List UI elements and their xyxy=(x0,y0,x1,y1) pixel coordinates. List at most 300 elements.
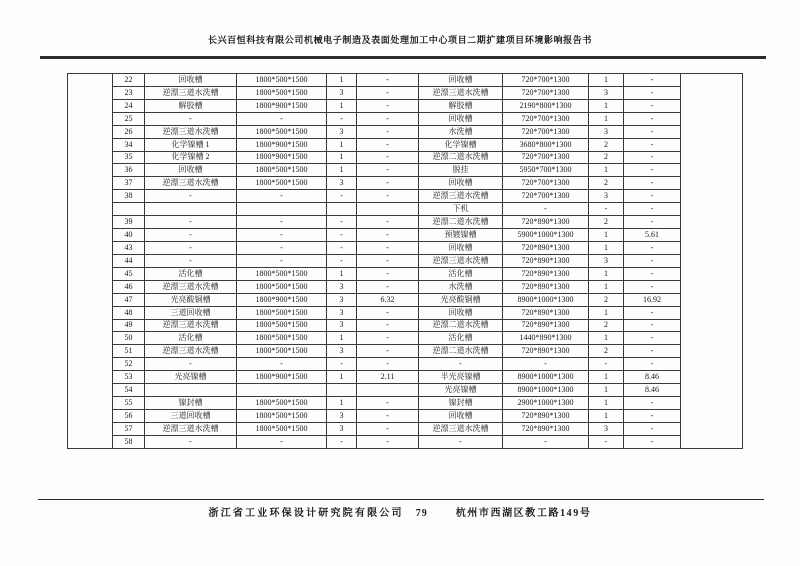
table-cell-qty: - xyxy=(327,241,357,254)
table-cell-dims2: 5900*1000*1300 xyxy=(503,229,589,242)
table-cell-num: 58 xyxy=(113,435,145,448)
table-row xyxy=(68,293,743,306)
equipment-table-body xyxy=(68,74,743,449)
table-cell-val: - xyxy=(357,151,419,164)
table-cell-name: - xyxy=(145,435,237,448)
table-cell-qty: - xyxy=(327,112,357,125)
table-row xyxy=(68,384,743,397)
table-cell-name: - xyxy=(145,190,237,203)
table-cell-dims: 1800*500*1500 xyxy=(237,397,327,410)
table-cell-dims: 1800*900*1500 xyxy=(237,293,327,306)
table-cell-val2: - xyxy=(624,138,681,151)
table-cell-dims2: 720*700*1300 xyxy=(503,151,589,164)
table-cell-qty2: - xyxy=(589,203,624,216)
table-cell-val: - xyxy=(357,241,419,254)
table-cell-name2: 水洗槽 xyxy=(419,280,503,293)
table-cell-dims: 1800*900*1500 xyxy=(237,371,327,384)
table-cell-val2: - xyxy=(624,203,681,216)
table-cell-dims: 1800*500*1500 xyxy=(237,86,327,99)
table-cell-qty: 3 xyxy=(327,177,357,190)
table-cell-num: 48 xyxy=(113,306,145,319)
table-cell-val: - xyxy=(357,177,419,190)
table-cell-name: 逆漂三道水洗槽 xyxy=(145,319,237,332)
table-cell-dims: 1800*500*1500 xyxy=(237,177,327,190)
table-cell-num: 43 xyxy=(113,241,145,254)
table-cell-qty2: 1 xyxy=(589,332,624,345)
table-cell-dims2: 2900*1000*1300 xyxy=(503,397,589,410)
footer-page-number: 79 xyxy=(415,508,428,519)
table-cell-val: - xyxy=(357,409,419,422)
table-cell-val: - xyxy=(357,358,419,371)
table-cell-val2: - xyxy=(624,397,681,410)
table-cell-dims2: 720*890*1300 xyxy=(503,409,589,422)
table-cell-val: - xyxy=(357,216,419,229)
table-cell-val2: - xyxy=(624,151,681,164)
left-spacer-cell xyxy=(68,74,113,449)
table-cell-num: 22 xyxy=(113,74,145,87)
table-cell-qty: 3 xyxy=(327,345,357,358)
table-cell-dims2: 720*700*1300 xyxy=(503,125,589,138)
table-cell-val: - xyxy=(357,164,419,177)
table-cell-dims2: 720*890*1300 xyxy=(503,319,589,332)
table-cell-val: - xyxy=(357,422,419,435)
table-cell-dims: 1800*900*1500 xyxy=(237,99,327,112)
table-row xyxy=(68,86,743,99)
table-cell-qty: 1 xyxy=(327,164,357,177)
table-cell-dims: 1800*500*1500 xyxy=(237,319,327,332)
table-cell-num: 53 xyxy=(113,371,145,384)
table-cell-num: 46 xyxy=(113,280,145,293)
table-cell-val2: - xyxy=(624,177,681,190)
table-cell-name2: 逆漂三道水洗槽 xyxy=(419,86,503,99)
table-cell-num: 50 xyxy=(113,332,145,345)
page-footer xyxy=(0,504,800,519)
table-cell-qty: 1 xyxy=(327,397,357,410)
table-cell-name: - xyxy=(145,254,237,267)
table-cell-name: 活化槽 xyxy=(145,332,237,345)
table-cell-val: - xyxy=(357,190,419,203)
table-cell-name2: 逆漂二道水洗槽 xyxy=(419,345,503,358)
table-cell-name2: 逆漂二道水洗槽 xyxy=(419,216,503,229)
table-row xyxy=(68,190,743,203)
table-cell-val2: - xyxy=(624,345,681,358)
table-cell-dims2: 8900*1000*1300 xyxy=(503,384,589,397)
table-cell-val2: - xyxy=(624,254,681,267)
table-cell-qty2: 2 xyxy=(589,293,624,306)
table-row xyxy=(68,99,743,112)
table-cell-val xyxy=(357,384,419,397)
table-cell-name: 光亮镍槽 xyxy=(145,371,237,384)
table-cell-qty2: 3 xyxy=(589,254,624,267)
table-cell-name2: 脱挂 xyxy=(419,164,503,177)
table-row xyxy=(68,151,743,164)
table-row xyxy=(68,112,743,125)
table-cell-name2: 半光亮镍槽 xyxy=(419,371,503,384)
table-cell-dims: - xyxy=(237,229,327,242)
table-cell-dims: 1800*500*1500 xyxy=(237,267,327,280)
table-cell-val2: - xyxy=(624,332,681,345)
table-cell-name2: 回收槽 xyxy=(419,177,503,190)
table-cell-dims2: 720*890*1300 xyxy=(503,241,589,254)
table-cell-qty: - xyxy=(327,229,357,242)
table-row xyxy=(68,138,743,151)
table-cell-dims: - xyxy=(237,190,327,203)
table-cell-val: - xyxy=(357,280,419,293)
table-cell-name2: 下机 xyxy=(419,203,503,216)
table-cell-val2: - xyxy=(624,190,681,203)
table-row xyxy=(68,125,743,138)
table-cell-val2: - xyxy=(624,216,681,229)
table-cell-val2: - xyxy=(624,112,681,125)
table-cell-num xyxy=(113,203,145,216)
table-cell-name2: 逆漂三道水洗槽 xyxy=(419,254,503,267)
footer-address: 杭州市西湖区教工路149号 xyxy=(455,508,592,519)
footer-company: 浙江省工业环保设计研究院有限公司 xyxy=(208,508,404,519)
table-cell-qty: 3 xyxy=(327,293,357,306)
equipment-table xyxy=(67,73,743,449)
table-cell-qty2: 2 xyxy=(589,319,624,332)
table-cell-qty: 3 xyxy=(327,409,357,422)
table-cell-name: 化学镍槽 1 xyxy=(145,138,237,151)
table-cell-num: 40 xyxy=(113,229,145,242)
table-cell-val2: - xyxy=(624,164,681,177)
table-cell-qty2: 1 xyxy=(589,112,624,125)
table-row xyxy=(68,332,743,345)
table-cell-num: 24 xyxy=(113,99,145,112)
table-cell-qty2: 2 xyxy=(589,345,624,358)
table-cell-name2: - xyxy=(419,435,503,448)
table-cell-name: 活化槽 xyxy=(145,267,237,280)
table-cell-val2: - xyxy=(624,86,681,99)
table-cell-val2: - xyxy=(624,358,681,371)
table-row xyxy=(68,241,743,254)
table-cell-name2: 回收槽 xyxy=(419,409,503,422)
table-row xyxy=(68,409,743,422)
table-cell-dims: - xyxy=(237,216,327,229)
table-cell-qty2: 1 xyxy=(589,241,624,254)
table-cell-dims2: 720*890*1300 xyxy=(503,422,589,435)
table-cell-name: 逆漂三道水洗槽 xyxy=(145,177,237,190)
table-cell-val2: - xyxy=(624,319,681,332)
table-cell-qty2: 1 xyxy=(589,384,624,397)
table-cell-val2: - xyxy=(624,125,681,138)
table-cell-num: 55 xyxy=(113,397,145,410)
table-cell-val: - xyxy=(357,99,419,112)
table-cell-num: 37 xyxy=(113,177,145,190)
table-cell-name2: 水洗槽 xyxy=(419,125,503,138)
table-cell-qty2: 1 xyxy=(589,397,624,410)
footer-divider xyxy=(38,499,764,500)
table-cell-val: - xyxy=(357,229,419,242)
table-cell-val: - xyxy=(357,254,419,267)
right-spacer-cell xyxy=(681,74,743,449)
table-cell-name: 镍封槽 xyxy=(145,397,237,410)
table-cell-name: 回收槽 xyxy=(145,74,237,87)
table-cell-num: 26 xyxy=(113,125,145,138)
table-cell-qty: - xyxy=(327,435,357,448)
table-cell-num: 25 xyxy=(113,112,145,125)
table-cell-val: - xyxy=(357,306,419,319)
table-cell-dims2: 720*700*1300 xyxy=(503,86,589,99)
table-cell-dims2: 720*700*1300 xyxy=(503,112,589,125)
table-cell-num: 51 xyxy=(113,345,145,358)
table-cell-dims: - xyxy=(237,254,327,267)
table-cell-dims2: 8900*1000*1300 xyxy=(503,371,589,384)
table-cell-name: 三道回收槽 xyxy=(145,409,237,422)
table-cell-qty2: 3 xyxy=(589,422,624,435)
table-cell-name: 逆漂三道水洗槽 xyxy=(145,422,237,435)
table-cell-name: 逆漂三道水洗槽 xyxy=(145,345,237,358)
table-cell-name: - xyxy=(145,358,237,371)
table-cell-val2: - xyxy=(624,409,681,422)
table-cell-name: 逆漂三道水洗槽 xyxy=(145,125,237,138)
table-cell-dims: - xyxy=(237,358,327,371)
table-cell-qty: 3 xyxy=(327,306,357,319)
table-cell-num: 35 xyxy=(113,151,145,164)
table-cell-qty: 3 xyxy=(327,86,357,99)
table-cell-qty: - xyxy=(327,358,357,371)
table-cell-name: - xyxy=(145,229,237,242)
table-cell-val2: - xyxy=(624,99,681,112)
table-cell-qty2: 1 xyxy=(589,306,624,319)
table-cell-name: - xyxy=(145,241,237,254)
table-cell-name: 回收槽 xyxy=(145,164,237,177)
table-cell-dims2: 5950*700*1300 xyxy=(503,164,589,177)
table-cell-dims: 1800*500*1500 xyxy=(237,345,327,358)
table-cell-qty: 1 xyxy=(327,74,357,87)
table-cell-dims2: 720*700*1300 xyxy=(503,190,589,203)
table-cell-dims: - xyxy=(237,112,327,125)
table-row xyxy=(68,345,743,358)
table-cell-val: 2.11 xyxy=(357,371,419,384)
table-cell-name2: 逆漂三道水洗槽 xyxy=(419,190,503,203)
table-cell-name2: 逆漂二道水洗槽 xyxy=(419,151,503,164)
table-cell-qty: 3 xyxy=(327,125,357,138)
table-cell-name2: 逆漂三道水洗槽 xyxy=(419,422,503,435)
table-cell-qty2: 1 xyxy=(589,371,624,384)
table-row xyxy=(68,358,743,371)
table-cell-dims2: 8900*1000*1300 xyxy=(503,293,589,306)
table-cell-num: 36 xyxy=(113,164,145,177)
table-cell-val2: 8.46 xyxy=(624,371,681,384)
table-cell-dims2: 720*700*1300 xyxy=(503,177,589,190)
table-cell-qty2: 1 xyxy=(589,267,624,280)
table-cell-qty: 3 xyxy=(327,280,357,293)
table-cell-qty: 1 xyxy=(327,332,357,345)
table-cell-qty: 1 xyxy=(327,99,357,112)
table-cell-val2: 16.92 xyxy=(624,293,681,306)
table-cell-num: 23 xyxy=(113,86,145,99)
table-cell-name: 逆漂三道水洗槽 xyxy=(145,86,237,99)
table-cell-qty2: 3 xyxy=(589,190,624,203)
table-row xyxy=(68,280,743,293)
table-cell-name2: 回收槽 xyxy=(419,241,503,254)
table-cell-val: - xyxy=(357,74,419,87)
table-cell-dims2: 720*700*1300 xyxy=(503,74,589,87)
table-cell-num: 49 xyxy=(113,319,145,332)
table-row xyxy=(68,319,743,332)
table-cell-dims: 1800*500*1500 xyxy=(237,332,327,345)
table-cell-name: 三道回收槽 xyxy=(145,306,237,319)
table-cell-val: - xyxy=(357,319,419,332)
table-cell-num: 52 xyxy=(113,358,145,371)
table-row xyxy=(68,229,743,242)
table-cell-qty xyxy=(327,203,357,216)
table-cell-dims: - xyxy=(237,241,327,254)
table-cell-dims: 1800*500*1500 xyxy=(237,125,327,138)
table-cell-name xyxy=(145,384,237,397)
table-cell-val: - xyxy=(357,138,419,151)
table-cell-dims: 1800*900*1500 xyxy=(237,151,327,164)
table-cell-dims2: - xyxy=(503,435,589,448)
table-cell-dims: 1800*900*1500 xyxy=(237,138,327,151)
table-cell-dims2: 720*890*1300 xyxy=(503,216,589,229)
table-cell-qty: 1 xyxy=(327,138,357,151)
table-cell-val: - xyxy=(357,267,419,280)
table-cell-val2: 8.46 xyxy=(624,384,681,397)
table-cell-val: - xyxy=(357,435,419,448)
table-cell-dims2: - xyxy=(503,358,589,371)
table-cell-val2: - xyxy=(624,306,681,319)
table-row xyxy=(68,267,743,280)
table-cell-qty: 3 xyxy=(327,319,357,332)
table-cell-name: 解胶槽 xyxy=(145,99,237,112)
table-cell-dims: 1800*500*1500 xyxy=(237,306,327,319)
table-cell-num: 44 xyxy=(113,254,145,267)
table-cell-dims2: 720*890*1300 xyxy=(503,254,589,267)
table-cell-name2: 化学镍槽 xyxy=(419,138,503,151)
table-cell-dims: - xyxy=(237,435,327,448)
table-cell-val2: - xyxy=(624,267,681,280)
table-cell-name2: 回收槽 xyxy=(419,112,503,125)
table-cell-qty2: 1 xyxy=(589,164,624,177)
table-cell-qty: 1 xyxy=(327,371,357,384)
table-cell-name2: 回收槽 xyxy=(419,74,503,87)
table-cell-dims2: 720*890*1300 xyxy=(503,280,589,293)
table-cell-val: - xyxy=(357,125,419,138)
table-row xyxy=(68,203,743,216)
table-row xyxy=(68,397,743,410)
table-cell-val xyxy=(357,203,419,216)
table-cell-name2: 光亮镍槽 xyxy=(419,384,503,397)
table-cell-dims: 1800*500*1500 xyxy=(237,409,327,422)
table-cell-name: - xyxy=(145,216,237,229)
table-cell-qty2: 1 xyxy=(589,74,624,87)
table-cell-dims xyxy=(237,384,327,397)
table-cell-dims xyxy=(237,203,327,216)
table-cell-qty2: 1 xyxy=(589,409,624,422)
table-cell-val2: - xyxy=(624,435,681,448)
table-cell-dims2: 3680*800*1300 xyxy=(503,138,589,151)
table-cell-qty2: 3 xyxy=(589,86,624,99)
table-cell-val2: - xyxy=(624,280,681,293)
table-cell-name: 逆漂三道水洗槽 xyxy=(145,280,237,293)
table-cell-dims2: 2190*800*1300 xyxy=(503,99,589,112)
table-cell-name2: 回收槽 xyxy=(419,306,503,319)
table-cell-name2: 镍封槽 xyxy=(419,397,503,410)
table-cell-name2: 活化槽 xyxy=(419,267,503,280)
table-row xyxy=(68,435,743,448)
table-cell-qty: - xyxy=(327,254,357,267)
table-row xyxy=(68,306,743,319)
table-cell-name2: 预镀镍槽 xyxy=(419,229,503,242)
table-cell-dims2: 720*890*1300 xyxy=(503,345,589,358)
table-cell-qty2: - xyxy=(589,358,624,371)
table-row xyxy=(68,216,743,229)
table-cell-dims: 1800*500*1500 xyxy=(237,164,327,177)
table-cell-name xyxy=(145,203,237,216)
table-cell-dims: 1800*500*1500 xyxy=(237,422,327,435)
table-cell-val: - xyxy=(357,332,419,345)
table-cell-dims: 1800*500*1500 xyxy=(237,74,327,87)
table-cell-dims2: - xyxy=(503,203,589,216)
table-cell-qty2: 1 xyxy=(589,229,624,242)
table-cell-qty: 1 xyxy=(327,267,357,280)
table-row xyxy=(68,254,743,267)
table-cell-dims2: 720*890*1300 xyxy=(503,267,589,280)
table-cell-dims2: 720*890*1300 xyxy=(503,306,589,319)
table-cell-num: 45 xyxy=(113,267,145,280)
table-cell-val: - xyxy=(357,86,419,99)
table-cell-val: 6.32 xyxy=(357,293,419,306)
table-cell-name2: 解胶槽 xyxy=(419,99,503,112)
table-row xyxy=(68,371,743,384)
table-cell-num: 34 xyxy=(113,138,145,151)
table-cell-name2: - xyxy=(419,358,503,371)
header-divider xyxy=(40,56,766,59)
table-cell-val: - xyxy=(357,112,419,125)
table-cell-qty2: 2 xyxy=(589,151,624,164)
table-cell-name: 光亮酸铜槽 xyxy=(145,293,237,306)
table-cell-name2: 光亮酸铜槽 xyxy=(419,293,503,306)
table-cell-val: - xyxy=(357,345,419,358)
table-cell-name: - xyxy=(145,112,237,125)
table-cell-qty: 1 xyxy=(327,151,357,164)
table-cell-name: 化学镍槽 2 xyxy=(145,151,237,164)
table-cell-val2: - xyxy=(624,422,681,435)
table-cell-qty: - xyxy=(327,216,357,229)
table-cell-num: 57 xyxy=(113,422,145,435)
table-row xyxy=(68,164,743,177)
table-cell-val2: - xyxy=(624,241,681,254)
table-cell-val2: - xyxy=(624,74,681,87)
table-cell-val2: 5.61 xyxy=(624,229,681,242)
table-cell-qty: 3 xyxy=(327,422,357,435)
table-cell-val: - xyxy=(357,397,419,410)
table-row xyxy=(68,177,743,190)
table-cell-qty2: 1 xyxy=(589,280,624,293)
table-row xyxy=(68,422,743,435)
table-cell-num: 47 xyxy=(113,293,145,306)
table-cell-num: 56 xyxy=(113,409,145,422)
table-cell-num: 54 xyxy=(113,384,145,397)
table-cell-num: 39 xyxy=(113,216,145,229)
table-cell-qty2: 2 xyxy=(589,216,624,229)
table-cell-qty2: 2 xyxy=(589,177,624,190)
table-row xyxy=(68,74,743,87)
table-cell-name2: 逆漂二道水洗槽 xyxy=(419,319,503,332)
table-cell-qty2: - xyxy=(589,435,624,448)
table-cell-name2: 活化槽 xyxy=(419,332,503,345)
table-cell-num: 38 xyxy=(113,190,145,203)
table-cell-qty xyxy=(327,384,357,397)
table-cell-qty2: 1 xyxy=(589,99,624,112)
table-cell-qty2: 3 xyxy=(589,125,624,138)
table-cell-dims2: 1440*890*1300 xyxy=(503,332,589,345)
table-cell-qty: - xyxy=(327,190,357,203)
table-cell-qty2: 2 xyxy=(589,138,624,151)
page-header-title: 长兴百恒科技有限公司机械电子制造及表面处理加工中心项目二期扩建项目环境影响报告书 xyxy=(207,35,592,45)
